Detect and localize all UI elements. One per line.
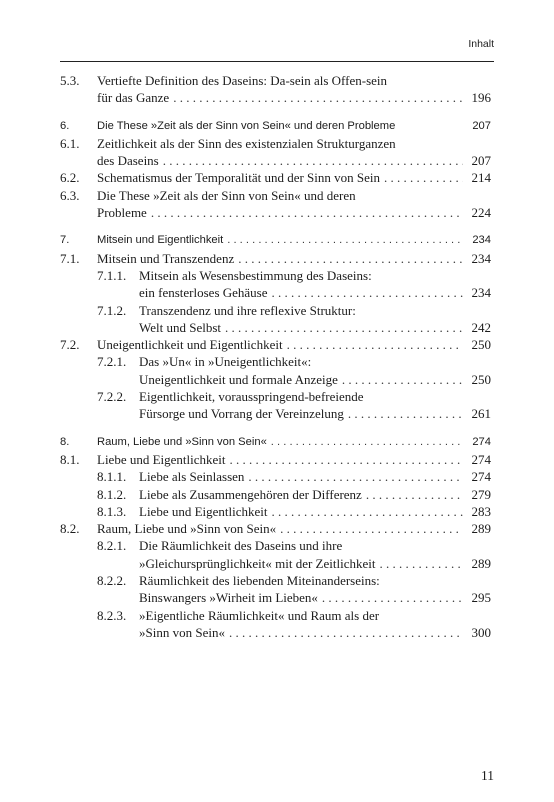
toc-entry[interactable] [60,187,491,222]
chapter-number: 7. [60,234,70,247]
dot-leader [322,589,463,606]
toc-subentry[interactable] [60,302,491,337]
dot-leader [348,405,463,422]
dot-leader [280,520,463,537]
chapter-title: Raum, Liebe und »Sinn von Sein« [97,435,267,448]
entry-title-line: Zeitlichkeit als der Sinn des existenzialen Strukturganzen [97,135,396,151]
page-number: 279 [471,486,491,502]
page-number: 250 [471,337,491,353]
toc-entry[interactable] [60,250,491,267]
page-number: 300 [471,624,491,640]
toc-subentry[interactable] [60,388,491,423]
chapter-title: Die These »Zeit als der Sinn von Sein« und deren Probleme [97,119,396,132]
toc-subentry[interactable] [60,572,491,607]
dot-leader [163,152,463,169]
page-number: 196 [471,90,491,106]
dot-leader [225,319,463,336]
toc-chapter-entry[interactable] [60,118,491,135]
toc-chapter-entry[interactable] [60,232,491,249]
entry-title-line: Mitsein und Transzendenz [97,250,235,266]
page-number: 289 [471,555,491,571]
entry-title-line: Raum, Liebe und »Sinn von Sein« [97,521,277,537]
entry-title-line: Uneigentlichkeit und Eigentlichkeit [97,337,283,353]
dot-leader [229,624,463,641]
toc-entry[interactable] [60,451,491,468]
entry-title-line: Uneigentlichkeit und formale Anzeige [139,371,338,387]
subsection-number: 8.1.2. [97,486,127,502]
page-number: 234 [471,285,491,301]
header-rule [60,61,494,62]
entry-title-line: »Sinn von Sein« [139,624,225,640]
entry-title-line: Die Räumlichkeit des Daseins und ihre [139,538,343,554]
toc-entry[interactable] [60,520,491,537]
chapter-number: 6. [60,119,70,132]
subsection-number: 7.2.1. [97,354,127,370]
dot-leader [227,232,463,249]
page-number: 242 [471,319,491,335]
dot-leader [151,204,463,221]
subsection-number: 7.1.2. [97,302,127,318]
dot-leader [173,89,463,106]
running-head: Inhalt [468,38,494,50]
entry-title-line: Die These »Zeit als der Sinn von Sein« und deren [97,187,356,203]
toc-subentry[interactable] [60,607,491,642]
entry-title-line: Welt und Selbst [139,319,222,335]
entry-title-line: »Gleichursprünglichkeit« mit der Zeitlichkeit [139,555,376,571]
dot-leader [272,503,463,520]
page-folio: 11 [481,768,494,783]
page-number: 274 [472,435,491,448]
page-number: 289 [471,521,491,537]
dot-leader [271,434,463,451]
dot-leader [379,555,463,572]
page-number: 295 [471,590,491,606]
section-number: 8.2. [60,521,80,537]
page-number: 207 [471,153,491,169]
page-number: 250 [471,371,491,387]
subsection-number: 8.1.3. [97,503,127,519]
entry-title-line: für das Ganze [97,90,170,106]
entry-title-line: ein fensterloses Gehäuse [139,285,268,301]
chapter-number: 8. [60,435,70,448]
dot-leader [238,250,463,267]
page-number: 234 [471,250,491,266]
toc-entry[interactable] [60,336,491,353]
dot-leader [342,371,463,388]
page-number: 274 [471,469,491,485]
section-number: 7.2. [60,337,80,353]
section-number: 6.3. [60,187,80,203]
entry-title-line: Räumlichkeit des liebenden Miteinanderseins: [139,573,380,589]
page-number: 261 [471,406,491,422]
entry-title-line: Transzendenz und ihre reflexive Struktur: [139,302,356,318]
section-number: 6.1. [60,135,80,151]
table-of-contents [60,72,491,641]
toc-subentry[interactable] [60,486,491,503]
toc-subentry[interactable] [60,267,491,302]
page-number: 234 [472,234,491,247]
entry-title-line: Eigentlichkeit, vorausspringend-befreiende [139,389,364,405]
entry-title-line: Schematismus der Temporalität und der Sinn von Sein [97,170,381,186]
page-number: 214 [471,170,491,186]
entry-title-line: Liebe als Zusammengehören der Differenz [139,486,362,502]
chapter-title: Mitsein und Eigentlichkeit [97,234,224,247]
dot-leader [230,451,463,468]
toc-entry[interactable] [60,135,491,170]
entry-title-line: des Daseins [97,153,159,169]
entry-title-line: Mitsein als Wesensbestimmung des Daseins: [139,267,372,283]
section-number: 5.3. [60,73,80,88]
section-number: 8.1. [60,451,80,467]
dot-leader [366,486,463,503]
section-number: 7.1. [60,250,80,266]
dot-leader [287,336,463,353]
entry-title-line: Das »Un« in »Uneigentlichkeit«: [139,354,312,370]
toc-subentry[interactable] [60,503,491,520]
dot-leader [272,284,463,301]
page-number: 274 [471,451,491,467]
page-number: 283 [471,503,491,519]
entry-title-line: Fürsorge und Vorrang der Vereinzelung [139,406,344,422]
entry-title-line: Vertiefte Definition des Daseins: Da-sein als Offen-sein [97,73,388,88]
subsection-number: 8.2.2. [97,573,127,589]
section-number: 6.2. [60,170,80,186]
page-number: 224 [471,205,491,221]
dot-leader [384,169,463,186]
entry-title-line: Liebe und Eigentlichkeit [139,503,268,519]
entry-title-line: Probleme [97,205,147,221]
entry-title-line: Binswangers »Wirheit im Lieben« [139,590,318,606]
entry-title-line: »Eigentliche Räumlichkeit« und Raum als der [139,607,380,623]
toc-subentry[interactable] [60,537,491,572]
toc-entry[interactable] [60,169,491,186]
toc-entry[interactable] [60,72,491,107]
subsection-number: 7.1.1. [97,267,127,283]
toc-subentry[interactable] [60,468,491,485]
subsection-number: 8.1.1. [97,469,127,485]
subsection-number: 7.2.2. [97,389,127,405]
subsection-number: 8.2.3. [97,607,127,623]
page-number: 207 [472,119,491,132]
subsection-number: 8.2.1. [97,538,127,554]
toc-subentry[interactable] [60,353,491,388]
dot-leader [248,468,463,485]
entry-title-line: Liebe als Seinlassen [139,469,245,485]
toc-chapter-entry[interactable] [60,434,491,451]
entry-title-line: Liebe und Eigentlichkeit [97,451,226,467]
